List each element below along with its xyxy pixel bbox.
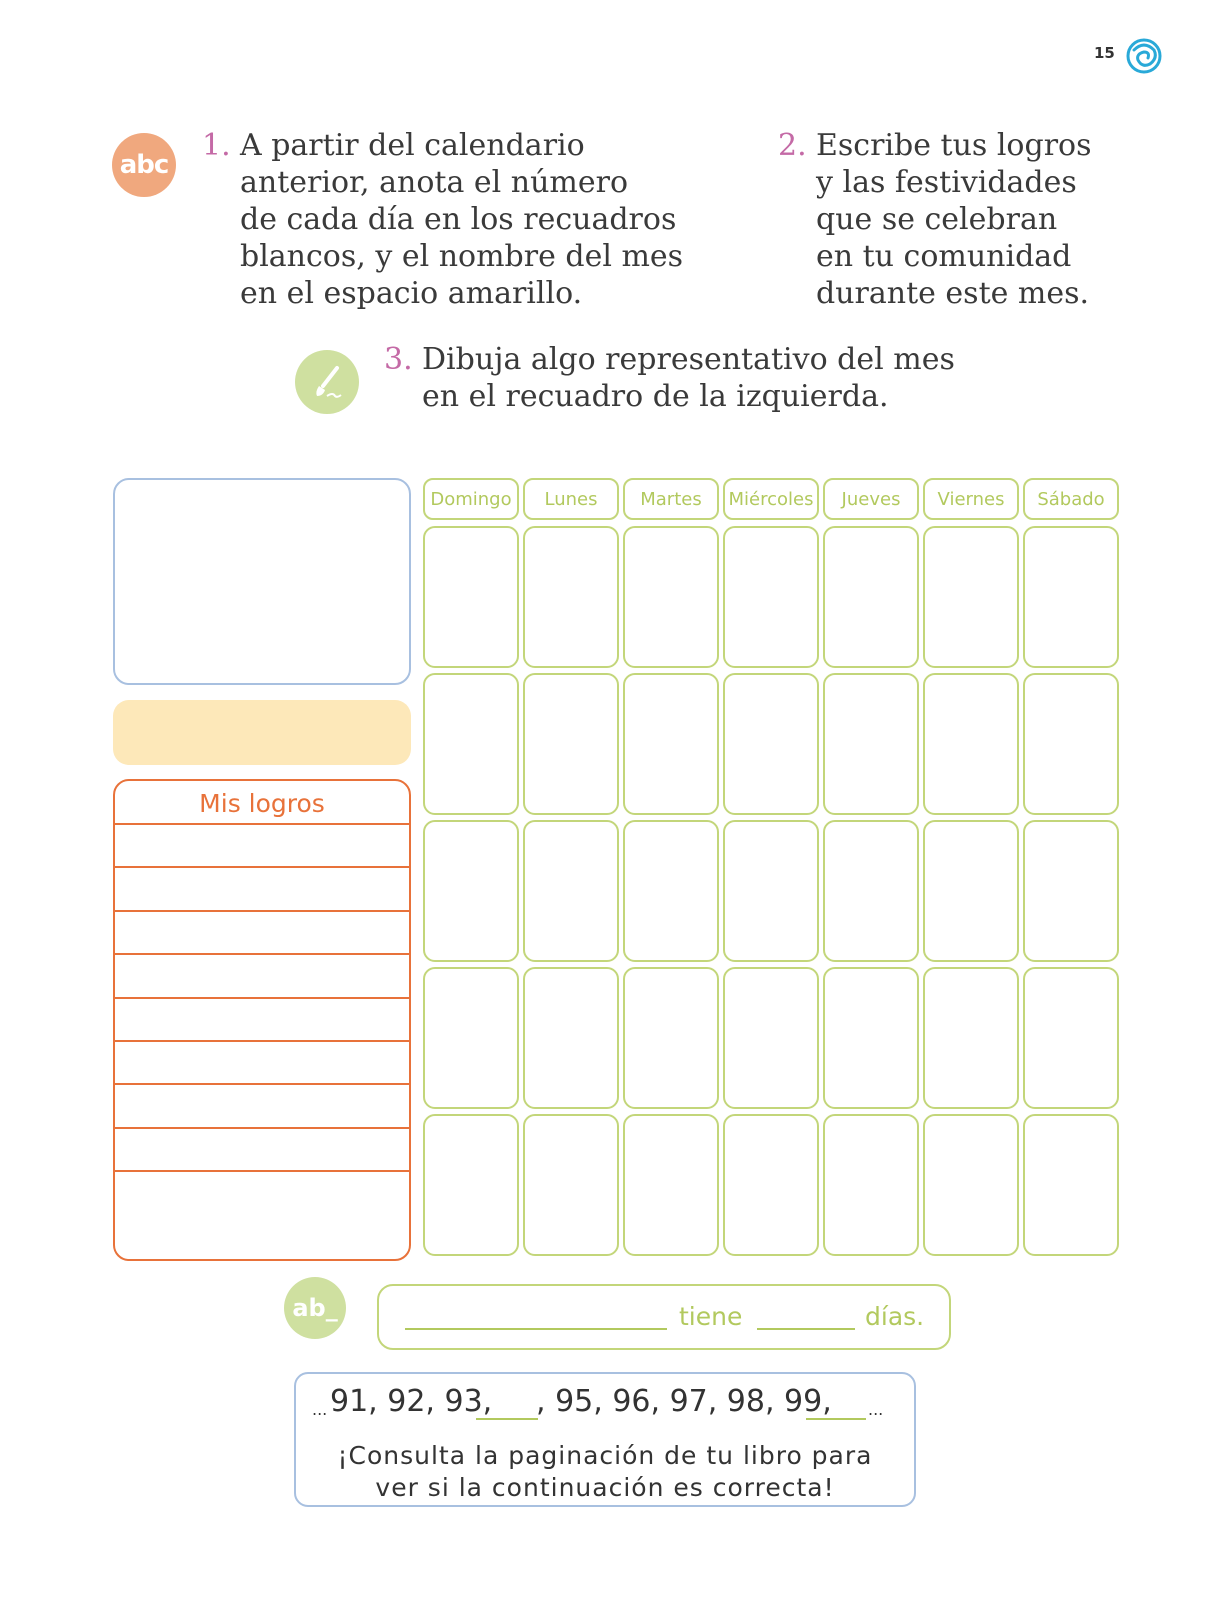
instruction-line: en el recuadro de la izquierda. [422,379,889,414]
day-cell[interactable] [423,673,519,815]
instruction-number: 1. [202,128,231,163]
logros-line[interactable] [115,1083,409,1085]
message-line: ver si la continuación es correcta! [375,1473,835,1502]
month-name-blank[interactable] [405,1328,667,1330]
day-cell[interactable] [423,967,519,1109]
logros-line[interactable] [115,823,409,825]
page-sequence-box [294,1372,916,1507]
sequence-part-1: 91, 92, 93, [330,1384,493,1419]
instruction-3 [384,341,1062,415]
day-cell[interactable] [523,673,619,815]
sentence-middle-text: tiene [679,1302,743,1331]
ab-icon: ab_ [284,1277,346,1339]
message-line: ¡Consulta la paginación de tu libro para [337,1441,873,1470]
sequence-blank-2[interactable] [806,1418,866,1420]
paintbrush-icon [295,350,359,414]
instruction-line: que se celebran [816,202,1058,237]
logros-line[interactable] [115,997,409,999]
instruction-line: blancos, y el nombre del mes [240,239,684,274]
day-cell[interactable] [923,967,1019,1109]
day-cell[interactable] [923,1114,1019,1256]
paintbrush-glyph-icon [307,362,347,402]
instruction-line: y las festividades [816,165,1077,200]
sentence-end-text: días. [865,1302,925,1331]
day-cell[interactable] [723,820,819,962]
day-cell[interactable] [923,526,1019,668]
instruction-line: Dibuja algo representativo del mes [422,342,955,377]
day-cell[interactable] [423,820,519,962]
sequence-prefix: ... [312,1400,328,1419]
instruction-line: de cada día en los recuadros [240,202,677,237]
day-cell[interactable] [523,1114,619,1256]
logros-line[interactable] [115,1170,409,1172]
sequence-suffix: ... [868,1400,884,1419]
logros-list[interactable] [113,779,411,1261]
day-cell[interactable] [523,820,619,962]
day-cell[interactable] [523,967,619,1109]
month-name-field[interactable] [113,700,411,765]
instruction-line: anterior, anota el número [240,165,629,200]
instruction-line: en tu comunidad [816,239,1072,274]
day-cell[interactable] [1023,526,1119,668]
instruction-line: A partir del calendario [240,128,585,163]
logros-line[interactable] [115,1040,409,1042]
instruction-2 [778,127,1186,312]
day-cell[interactable] [923,673,1019,815]
day-cell[interactable] [923,820,1019,962]
day-cell[interactable] [723,967,819,1109]
day-header: Lunes [523,478,619,520]
page-number: 15 [1094,44,1115,62]
instruction-line: Escribe tus logros [816,128,1092,163]
day-cell[interactable] [523,526,619,668]
day-cell[interactable] [1023,967,1119,1109]
instruction-1 [202,127,710,312]
day-cell[interactable] [823,526,919,668]
day-cell[interactable] [723,673,819,815]
logros-line[interactable] [115,910,409,912]
day-cell[interactable] [623,673,719,815]
sequence-part-2: , 95, 96, 97, 98, 99, [536,1384,832,1419]
day-cell[interactable] [623,967,719,1109]
day-cell[interactable] [1023,1114,1119,1256]
day-cell[interactable] [723,526,819,668]
days-count-blank[interactable] [757,1328,855,1330]
day-header: Domingo [423,478,519,520]
day-header: Martes [623,478,719,520]
day-header: Viernes [923,478,1019,520]
day-cell[interactable] [1023,820,1119,962]
day-cell[interactable] [723,1114,819,1256]
day-cell[interactable] [823,967,919,1109]
day-cell[interactable] [1023,673,1119,815]
instruction-line: durante este mes. [816,276,1090,311]
day-cell[interactable] [823,1114,919,1256]
instruction-number: 2. [778,128,807,163]
day-cell[interactable] [423,526,519,668]
day-cell[interactable] [623,820,719,962]
sequence-blank-1[interactable] [476,1418,538,1420]
logros-line[interactable] [115,1127,409,1129]
day-header: Sábado [1023,478,1119,520]
sequence-message [296,1440,914,1504]
month-days-sentence [377,1284,951,1350]
day-header: Miércoles [723,478,819,520]
day-cell[interactable] [423,1114,519,1256]
day-cell[interactable] [823,673,919,815]
instruction-line: en el espacio amarillo. [240,276,583,311]
logros-title: Mis logros [199,788,325,818]
logros-line[interactable] [115,866,409,868]
drawing-box[interactable] [113,478,411,685]
day-header: Jueves [823,478,919,520]
logros-line[interactable] [115,953,409,955]
spiral-logo-icon [1124,36,1164,76]
day-cell[interactable] [623,1114,719,1256]
day-cell[interactable] [623,526,719,668]
day-cell[interactable] [823,820,919,962]
calendar-grid [423,478,1131,1263]
abc-icon: abc [112,133,176,197]
instruction-number: 3. [384,342,413,377]
